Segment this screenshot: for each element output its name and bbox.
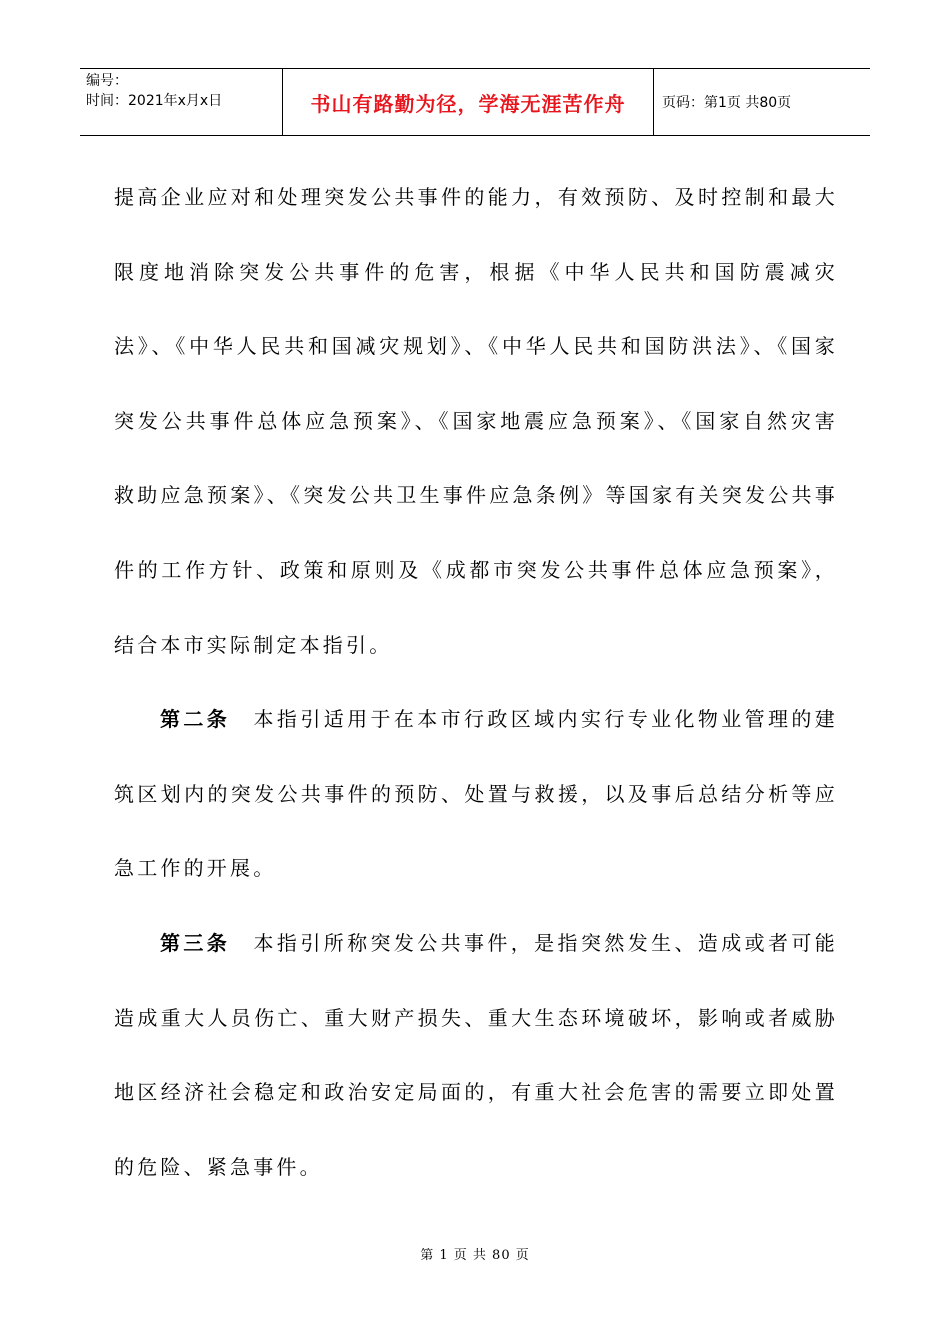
header-motto: 书山有路勤为径，学海无涯苦作舟: [282, 69, 654, 135]
paragraph-intro: [114, 160, 838, 682]
header-page-info: 页码：第1页 共80页: [662, 95, 792, 111]
document-number-label: 编号：: [86, 73, 128, 89]
article-heading: 第三条: [160, 930, 231, 955]
article-2: [114, 682, 838, 906]
document-body: [114, 160, 838, 1204]
header-meta: [80, 69, 282, 135]
article-heading: 第二条: [160, 707, 231, 732]
paragraph-text: 提高企业应对和处理突发公共事件的能力，有效预防、及时控制和最大限度地消除突发公共事件的危害，根据《中华人民共和国防震减灾法》、《中华人民共和国减灾规划》、《中华人民共和国防洪法》、《国家突发公共事件总体应急预案》、《国家地震应急预案》、《国家自然灾害救助应急预案》、《突发公共卫生事件应急条例》等国家有关突发公共事件的工作方针、政策和原则及《成都市突发公共事件总体应急预案》，结合本市实际制定本指引。: [114, 185, 838, 657]
article-3: [114, 906, 838, 1204]
page-header: [80, 68, 870, 136]
document-date: 时间：2021年x月x日: [86, 93, 223, 109]
paragraph-text: 本指引所称突发公共事件，是指突然发生、造成或者可能造成重大人员伤亡、重大财产损失、重大生态环境破坏，影响或者威胁地区经济社会稳定和政治安定局面的，有重大社会危害的需要立即处置的危险、紧急事件。: [114, 930, 838, 1179]
page-footer: 第 1 页 共 80 页: [420, 1248, 530, 1263]
paragraph-text: 本指引适用于在本市行政区域内实行专业化物业管理的建筑区划内的突发公共事件的预防、处置与救援，以及事后总结分析等应急工作的开展。: [114, 707, 838, 881]
